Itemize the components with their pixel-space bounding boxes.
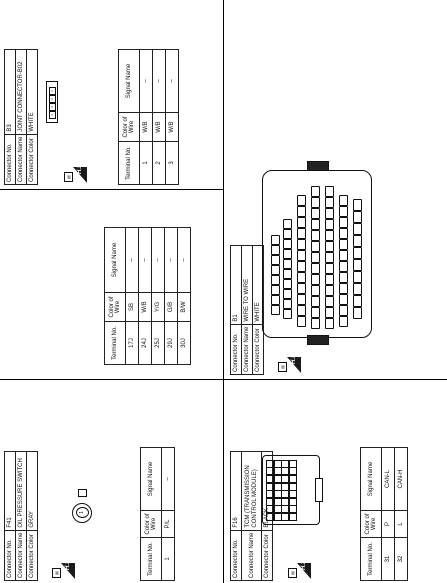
b3-header-table	[4, 49, 38, 185]
b1-pin-cavity	[271, 275, 280, 285]
cell: W/B	[139, 293, 152, 322]
cell: L	[395, 511, 408, 538]
connector-color: GRAY	[27, 451, 38, 530]
b1-pin-cavity	[353, 247, 362, 259]
b1-pin-cavity	[271, 255, 280, 265]
b1-pin-cavity	[297, 217, 306, 228]
b1-pin-cavity	[339, 239, 348, 250]
connector-no-label: Connector No.	[5, 530, 16, 580]
b1-right-lock	[307, 161, 329, 171]
connector-name: WIRE TO WIRE	[242, 245, 253, 324]
b1-pin-cavity	[283, 279, 292, 289]
b3-connector-face	[46, 81, 58, 123]
b1-pin-cavity	[353, 295, 362, 307]
header-wire-color: Color of Wire	[361, 511, 382, 538]
b1-pin-cavity	[325, 285, 334, 296]
connector-no: F16	[231, 451, 242, 530]
b3-pin: 4	[49, 111, 56, 119]
cell: B/W	[178, 293, 191, 322]
f16-pin-cavity	[289, 490, 297, 498]
b1-pin-cavity	[311, 307, 320, 318]
header-terminal: Terminal No.	[141, 538, 162, 581]
cell: SB	[126, 293, 139, 322]
connector-no-label: Connector No.	[231, 324, 242, 374]
b1-pin-cavity	[325, 230, 334, 241]
f16-pin-cavity	[289, 467, 297, 475]
b1-pin-cavity	[339, 261, 348, 272]
f41-connector-face	[72, 503, 92, 523]
cell: P	[382, 511, 395, 538]
cell: P/L	[162, 511, 175, 538]
hs-label: H.S.	[65, 558, 71, 570]
b1-pin-cavity	[271, 295, 280, 305]
b1-pin-cavity	[339, 305, 348, 316]
b1-pin-cavity	[283, 239, 292, 249]
b1-pin-cavity	[297, 228, 306, 239]
hs-icon	[52, 559, 76, 579]
cell: –	[152, 228, 165, 293]
b1-pin-cavity	[297, 272, 306, 283]
f41-signal-table	[140, 447, 175, 581]
cell: CAN-L	[382, 448, 395, 511]
cell: 25J	[152, 322, 165, 365]
connector-no-label: Connector No.	[231, 530, 242, 580]
b1-pin-cavity	[325, 296, 334, 307]
f16-pin-cavity	[289, 498, 297, 506]
cell: –	[165, 228, 178, 293]
cell: 32	[395, 538, 408, 581]
b1-pin-cavity	[325, 307, 334, 318]
connector-color: WHITE	[27, 49, 38, 134]
vertical-divider-top	[0, 189, 223, 190]
cell: –	[126, 228, 139, 293]
b1-header-table	[230, 245, 264, 375]
f16-signal-table	[360, 447, 408, 581]
b1-pin-cavity	[297, 316, 306, 327]
f16-pin-cavity	[289, 505, 297, 513]
cell: –	[162, 448, 175, 511]
b1-pin-cavity	[311, 241, 320, 252]
b1-pin-cavity	[297, 206, 306, 217]
b1-pin-cavity	[325, 219, 334, 230]
b1-pin-cavity	[325, 186, 334, 197]
b1-pin-cavity	[297, 283, 306, 294]
connector-color: BLACK	[262, 451, 273, 530]
vertical-divider	[0, 379, 447, 380]
connector-name-label: Connector Name	[16, 134, 27, 184]
f16-pin-cavity	[289, 475, 297, 483]
b1-pin-cavity	[353, 307, 362, 319]
f41-terminal-tab	[78, 489, 87, 497]
b1-pin-cavity	[283, 259, 292, 269]
connector-no: F41	[5, 451, 16, 530]
b1-pin-cavity	[339, 228, 348, 239]
cell: –	[140, 50, 153, 113]
cell: 30J	[178, 322, 191, 365]
f16-pin-cavity	[289, 513, 297, 521]
connector-no: B3	[5, 49, 16, 134]
header-signal: Signal Name	[141, 448, 162, 511]
f16-pin-cavity	[289, 460, 297, 468]
b1-pin-cavity	[283, 249, 292, 259]
b1-pin-cavity	[311, 197, 320, 208]
cell: 29J	[165, 322, 178, 365]
b1-pin-cavity	[353, 259, 362, 271]
b1-pin-cavity	[311, 263, 320, 274]
b1-pin-cavity	[271, 265, 280, 275]
horizontal-divider	[223, 0, 224, 583]
f16-pin-cavity	[289, 483, 297, 491]
cell: 24J	[139, 322, 152, 365]
b1-pin-cavity	[353, 199, 362, 211]
header-wire-color: Color of Wire	[141, 511, 162, 538]
connector-color-label: Connector Color	[253, 324, 264, 374]
cell: Y/G	[152, 293, 165, 322]
b1-pin-cavity	[297, 305, 306, 316]
b1-pin-cavity	[297, 195, 306, 206]
connector-no-label: Connector No.	[5, 134, 16, 184]
header-signal: Signal Name	[361, 448, 382, 511]
cell: –	[153, 50, 166, 113]
b1-left-lock	[307, 335, 329, 345]
cell: G/B	[165, 293, 178, 322]
header-signal: Signal Name	[119, 50, 140, 113]
b1-pin-cavity	[339, 283, 348, 294]
hs-label: H.S.	[301, 558, 307, 570]
b1-connector-face	[262, 170, 372, 338]
b1-pin-cavity	[311, 285, 320, 296]
b1-pin-cavity	[311, 219, 320, 230]
b1-pin-cavity	[271, 235, 280, 245]
b1-pin-cavity	[339, 294, 348, 305]
b1-pin-cavity	[353, 271, 362, 283]
b1-pin-cavity	[339, 195, 348, 206]
connector-icon: ▤	[288, 568, 297, 578]
cell: W/B	[140, 113, 153, 142]
b1-pin-cavity	[311, 318, 320, 329]
b1-pin-cavity	[339, 316, 348, 327]
cell: W/B	[153, 113, 166, 142]
connector-icon: ▤	[278, 362, 287, 372]
connector-name: OIL PRESSURE SWITCH	[16, 451, 27, 530]
b1-pin-cavity	[325, 318, 334, 329]
connector-name-label: Connector Name	[242, 324, 253, 374]
b1-pin-cavity	[283, 229, 292, 239]
connector-name-label: Connector Name	[242, 530, 262, 580]
cell: 17J	[126, 322, 139, 365]
b3-pin: 3	[49, 103, 56, 111]
cell: 31	[382, 538, 395, 581]
mid-signal-table	[104, 227, 191, 365]
header-wire-color: Color of Wire	[119, 113, 140, 142]
f16-latch	[315, 478, 323, 502]
hs-icon	[64, 163, 88, 183]
b1-pin-cavity	[311, 296, 320, 307]
header-signal: Signal Name	[105, 228, 126, 293]
cell: 3	[166, 142, 179, 185]
b1-pin-cavity	[339, 250, 348, 261]
cell: 1	[140, 142, 153, 185]
b1-pin-cavity	[353, 283, 362, 295]
b3-pin: 2	[49, 95, 56, 103]
f41-pin: 1	[76, 507, 89, 518]
hs-label: H.S.	[77, 162, 83, 174]
connector-color-label: Connector Color	[27, 134, 38, 184]
b1-pin-cavity	[325, 241, 334, 252]
b1-pin-cavity	[271, 305, 280, 315]
b1-pin-cavity	[325, 263, 334, 274]
connector-icon: ▤	[64, 172, 73, 182]
b1-pin-cavity	[339, 206, 348, 217]
cell: –	[166, 50, 179, 113]
connector-name-label: Connector Name	[16, 530, 27, 580]
b1-pin-cavity	[271, 285, 280, 295]
b1-pin-cavity	[325, 252, 334, 263]
b1-pin-cavity	[283, 219, 292, 229]
connector-color: WHITE	[253, 245, 264, 324]
b1-pin-cavity	[297, 261, 306, 272]
connector-no: B1	[231, 245, 242, 324]
b1-pin-cavity	[311, 230, 320, 241]
header-terminal: Terminal No.	[361, 538, 382, 581]
cell: –	[178, 228, 191, 293]
b1-pin-cavity	[325, 208, 334, 219]
b1-pin-cavity	[283, 309, 292, 319]
f41-header-table	[4, 451, 38, 581]
hs-label: H.S.	[291, 352, 297, 364]
connector-name: TCM (TRANSMISSION CONTROL MODULE)	[242, 451, 262, 530]
b1-pin-cavity	[325, 274, 334, 285]
cell: W/B	[166, 113, 179, 142]
cell: –	[139, 228, 152, 293]
b1-pin-cavity	[339, 272, 348, 283]
b1-pin-cavity	[325, 197, 334, 208]
connector-icon: ▤	[52, 568, 61, 578]
b1-pin-cavity	[311, 208, 320, 219]
connector-color-label: Connector Color	[262, 530, 273, 580]
b1-pin-cavity	[353, 211, 362, 223]
b3-pin: 1	[49, 87, 56, 95]
b1-pin-cavity	[297, 239, 306, 250]
header-wire-color: Color of Wire	[105, 293, 126, 322]
b1-pin-cavity	[271, 245, 280, 255]
b1-pin-cavity	[311, 186, 320, 197]
b1-pin-cavity	[283, 289, 292, 299]
cell: 1	[162, 538, 175, 581]
f16-connector-face	[262, 455, 320, 525]
b1-pin-cavity	[353, 223, 362, 235]
b1-pin-cavity	[311, 252, 320, 263]
b3-signal-table	[118, 49, 179, 185]
b1-pin-cavity	[283, 269, 292, 279]
b1-pin-cavity	[311, 274, 320, 285]
header-terminal: Terminal No.	[119, 142, 140, 185]
connector-color-label: Connector Color	[27, 530, 38, 580]
b1-pin-cavity	[283, 299, 292, 309]
hs-icon	[278, 353, 302, 373]
header-terminal: Terminal No.	[105, 322, 126, 365]
b1-pin-cavity	[297, 294, 306, 305]
cell: 2	[153, 142, 166, 185]
hs-icon	[288, 559, 312, 579]
connector-name: JOINT CONNECTOR-B02	[16, 49, 27, 134]
cell: CAN-H	[395, 448, 408, 511]
b1-pin-cavity	[297, 250, 306, 261]
b1-pin-cavity	[339, 217, 348, 228]
b1-pin-cavity	[353, 235, 362, 247]
